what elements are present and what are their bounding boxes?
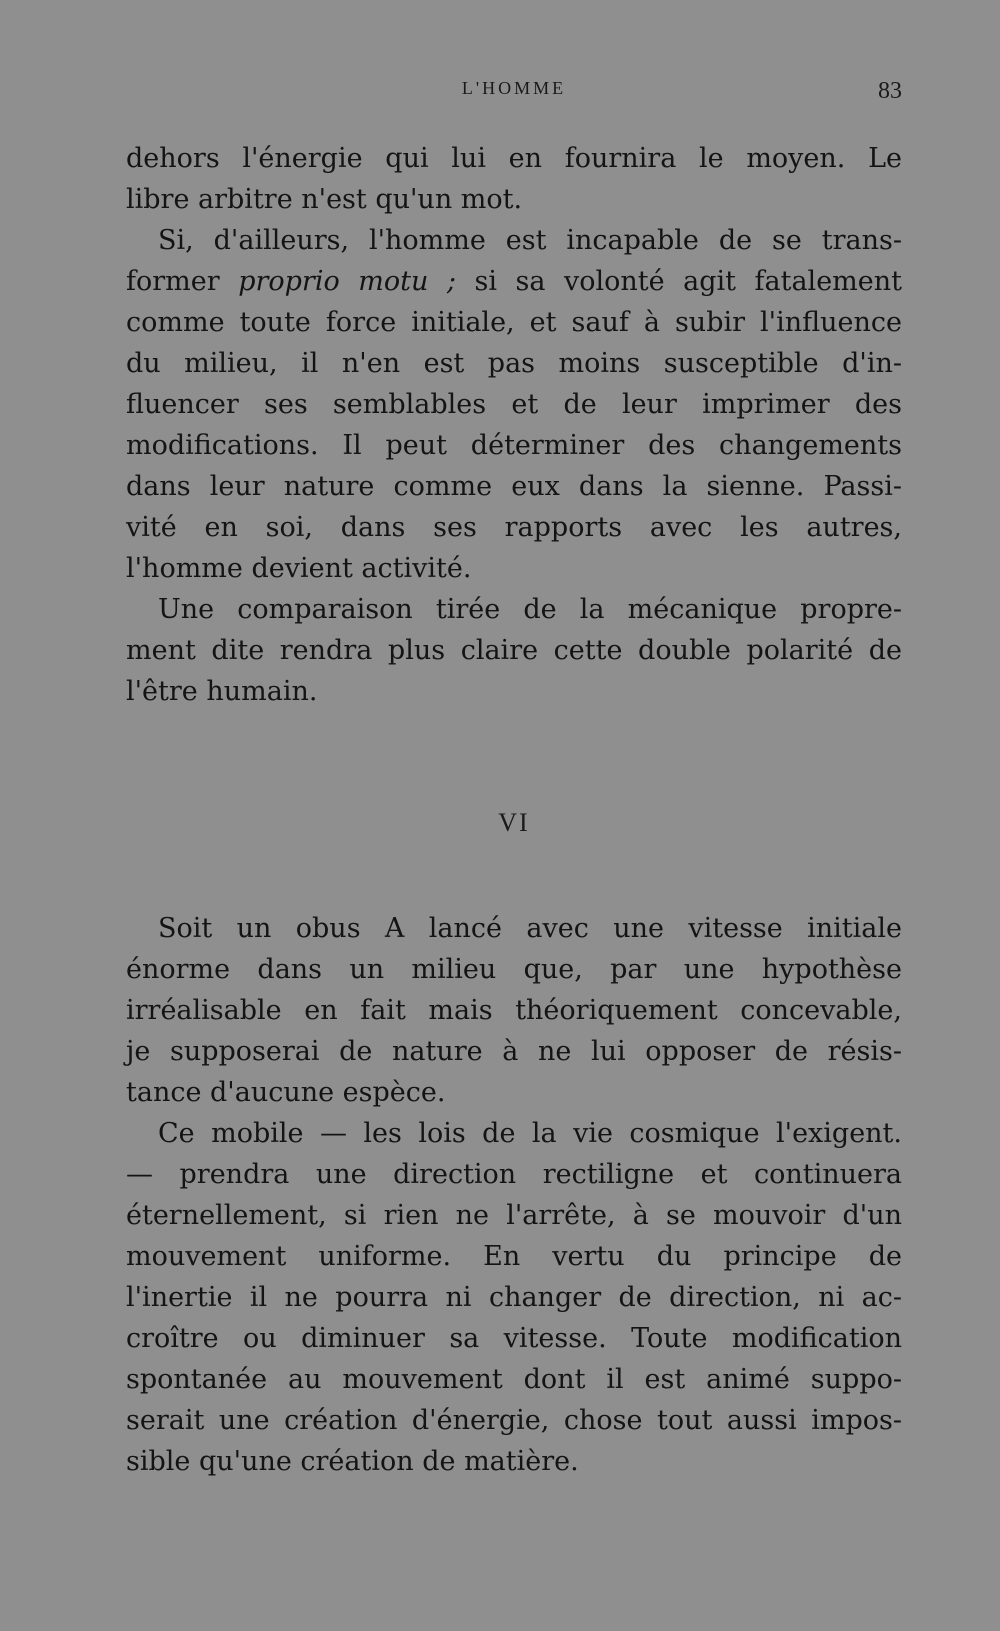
text-line: sible qu'une création de matière. — [126, 1446, 579, 1477]
text-line: dans leur nature comme eux dans la sienne. Passi- — [126, 471, 902, 502]
section-heading: VI — [498, 808, 530, 837]
text-line: vité en soi, dans ses rapports avec les autres, — [126, 512, 902, 543]
text-line: éternellement, si rien ne l'arrête, à se mouvoir d'un — [126, 1200, 902, 1231]
text-line: l'être humain. — [126, 676, 318, 707]
text-block-1 — [126, 138, 902, 712]
text-line: l'homme devient activité. — [126, 553, 472, 584]
text-line: spontanée au mouvement dont il est animé suppo- — [126, 1364, 902, 1395]
text-fragment: si sa volonté agit fatalement — [474, 266, 902, 297]
text-block-2 — [126, 908, 902, 1482]
running-title: L'HOMME — [461, 78, 567, 98]
text-line: dehors l'énergie qui lui en fournira le moyen. Le — [126, 143, 902, 174]
text-line: Une comparaison tirée de la mécanique propre- — [158, 594, 902, 625]
text-line: énorme dans un milieu que, par une hypothèse — [126, 954, 902, 985]
text-line: comme toute force initiale, et sauf à subir l'influence — [126, 307, 902, 338]
text-line: Ce mobile — les lois de la vie cosmique l'exigent. — [158, 1118, 902, 1149]
text-line: modifications. Il peut déterminer des changements — [126, 430, 902, 461]
text-line: du milieu, il n'en est pas moins susceptible d'in- — [126, 348, 902, 379]
italic-phrase: proprio motu ; — [238, 266, 456, 297]
text-line: ment dite rendra plus claire cette double polarité de — [126, 635, 902, 666]
page-number: 83 — [878, 78, 902, 104]
text-line: je supposerai de nature à ne lui opposer de résis- — [126, 1036, 902, 1067]
text-line — [126, 261, 902, 302]
text-line: — prendra une direction rectiligne et continuera — [126, 1159, 902, 1190]
text-fragment: former — [126, 266, 220, 297]
text-line: irréalisable en fait mais théoriquement concevable, — [126, 995, 902, 1026]
running-head — [126, 78, 902, 108]
text-line: Si, d'ailleurs, l'homme est incapable de se trans- — [158, 225, 902, 256]
text-line: croître ou diminuer sa vitesse. Toute modification — [126, 1323, 902, 1354]
text-line: tance d'aucune espèce. — [126, 1077, 446, 1108]
text-line: Soit un obus A lancé avec une vitesse initiale — [158, 913, 902, 944]
text-line: libre arbitre n'est qu'un mot. — [126, 184, 523, 215]
text-line: serait une création d'énergie, chose tout aussi impos- — [126, 1405, 902, 1436]
text-line: fluencer ses semblables et de leur imprimer des — [126, 389, 902, 420]
text-line: mouvement uniforme. En vertu du principe de — [126, 1241, 902, 1272]
text-line: l'inertie il ne pourra ni changer de direction, ni ac- — [126, 1282, 902, 1313]
